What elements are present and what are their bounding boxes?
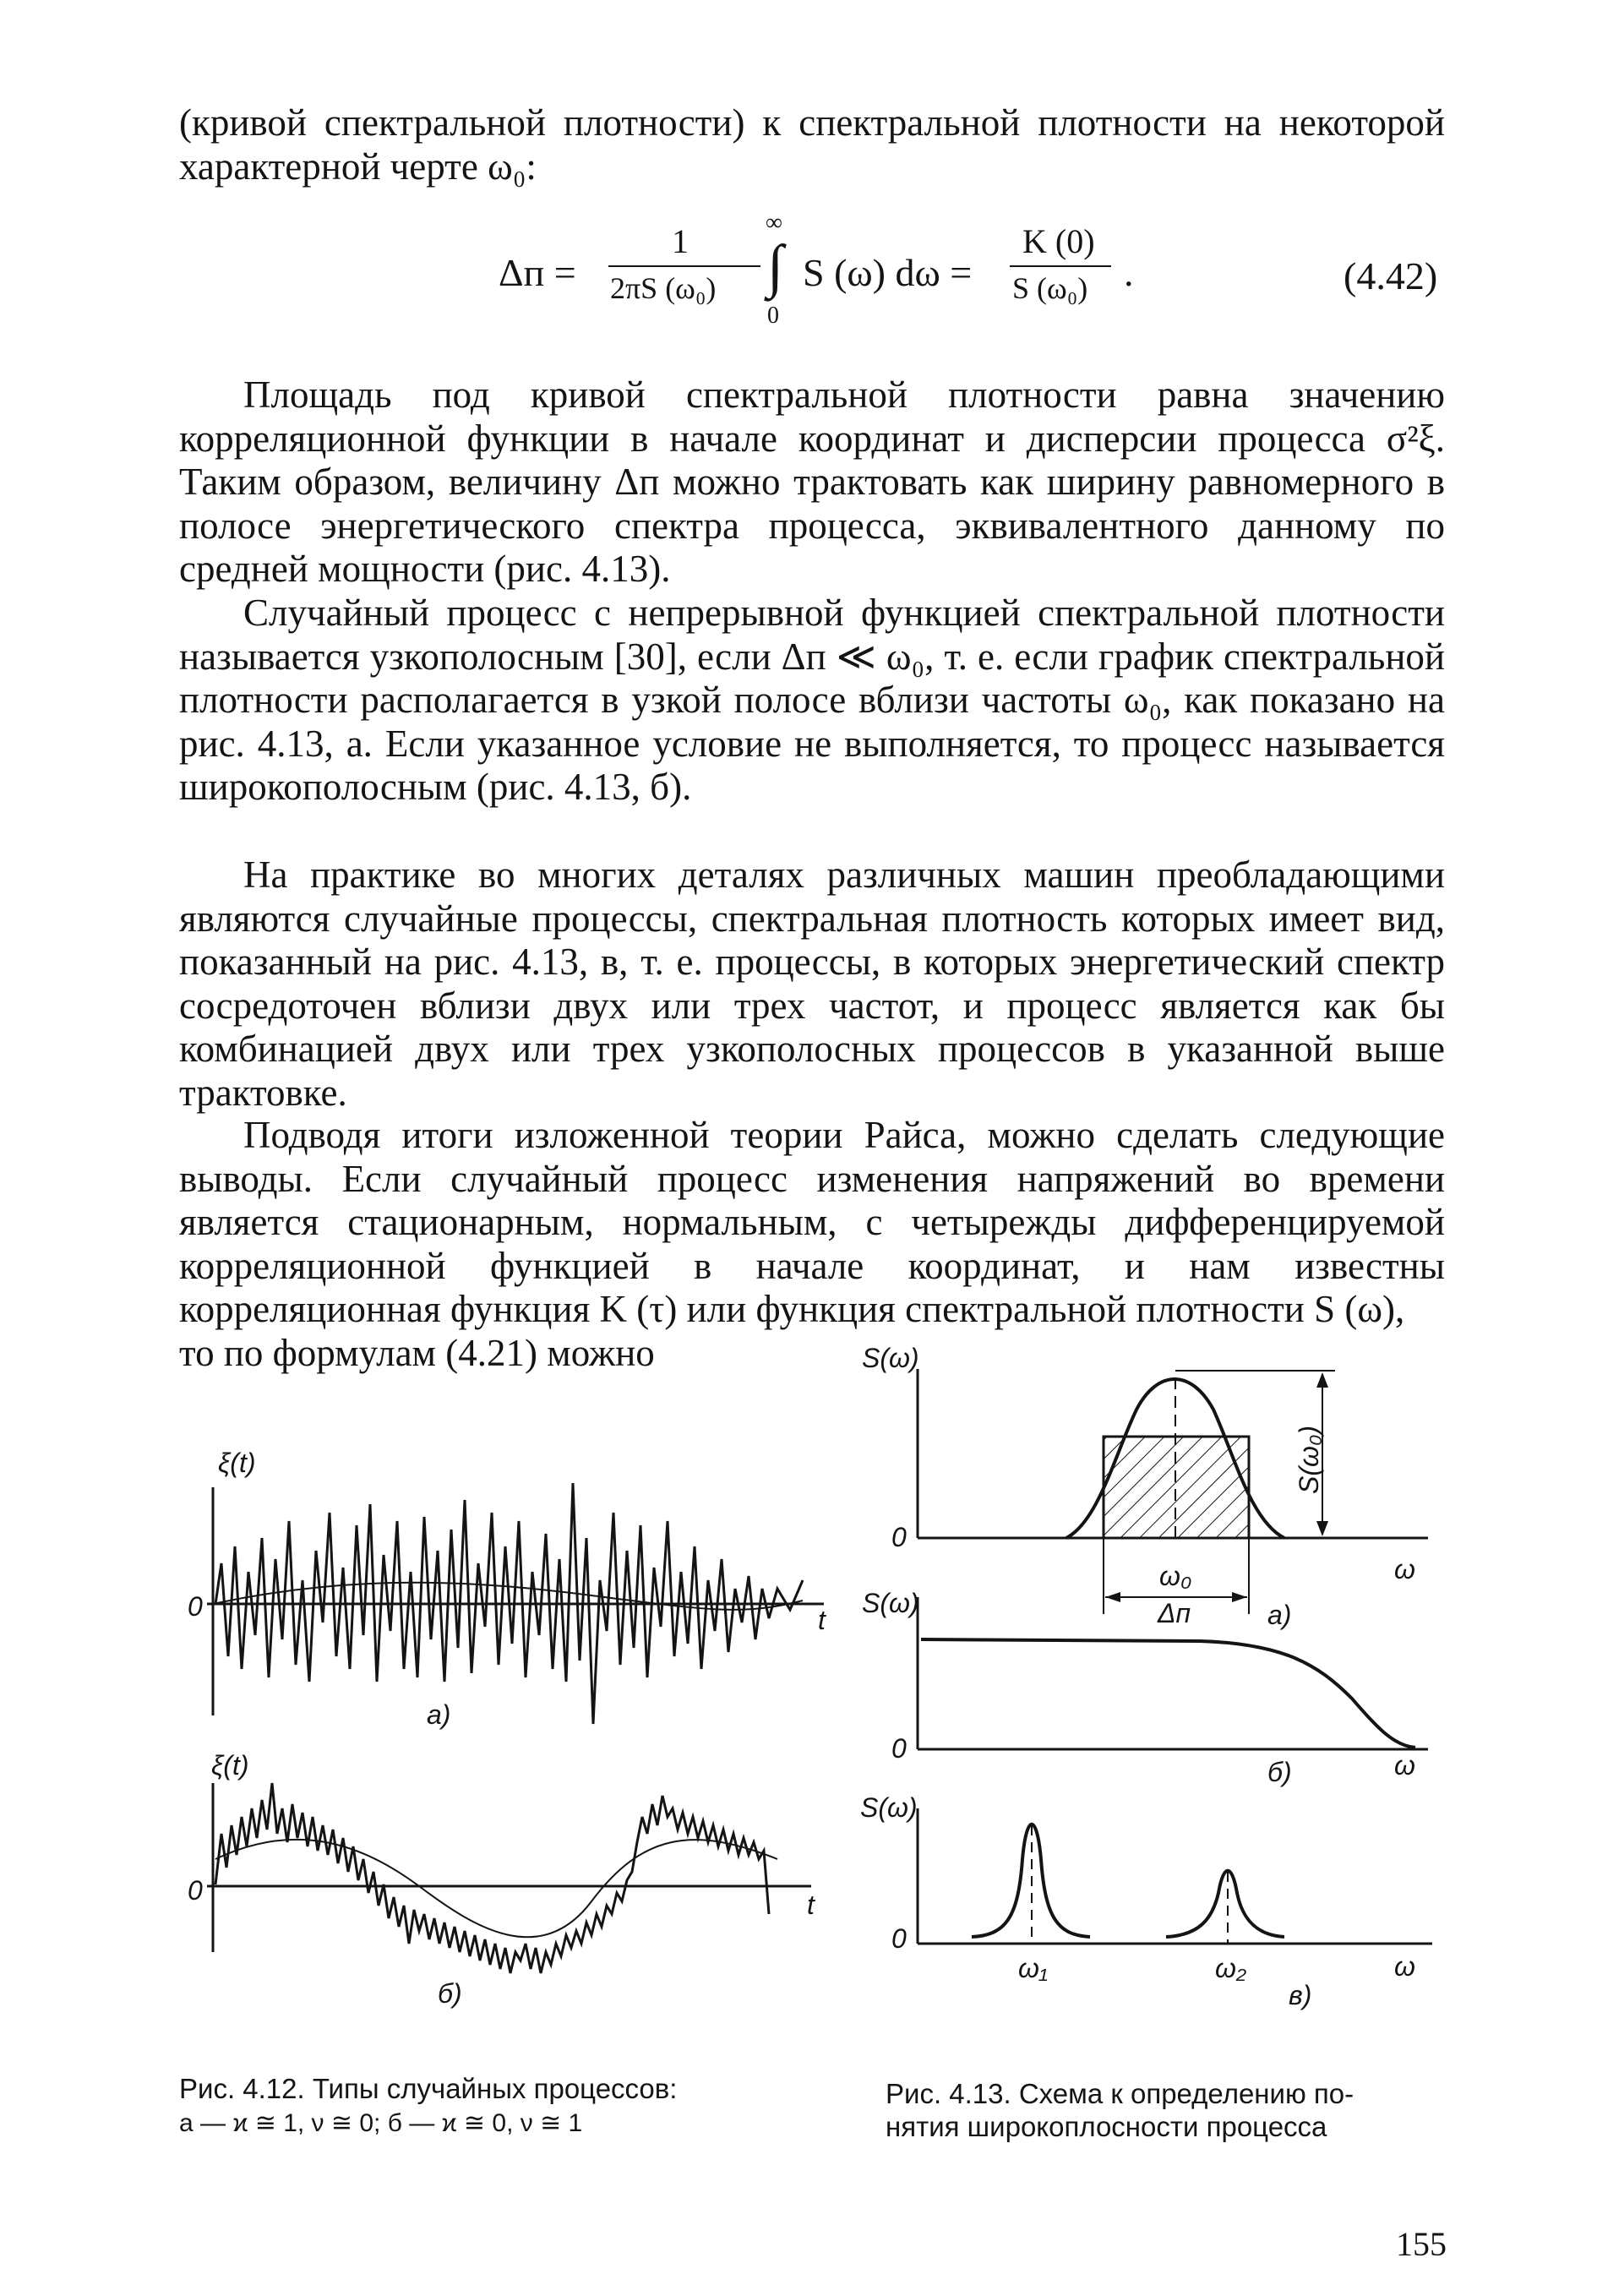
fig413c-peak2-label: ω₂ [1215, 1953, 1247, 1983]
paragraph-practice: На практике во многих деталях различных машин преобладающими являются случайные процессы, спектральная плотность которых имеет вид, показанный на рис. 4.13, в, т. е. процессы, в которых энергетический спектр сосредоточен вблизи двух или трех частот, и процесс является как бы комбинацией двух или трех узкополосных процессов в указанной выше трактовке. [179, 854, 1445, 1114]
paragraph-conclusions: Подводя итоги изложенной теории Райса, можно сделать следующие выводы. Если случайный процесс изменения напряжений во времени является стационарным, нормальным, с четырежды дифференцируемой корреляционной функцией в начале координат, и нам известны корреляционная функция K (τ) или функция спектральной плотности S (ω), [179, 1114, 1445, 1330]
fig412a-ylabel: ξ(t) [218, 1448, 256, 1478]
fig413c-peak1-label: ω₁ [1018, 1953, 1049, 1983]
fig412b-signal [215, 1783, 769, 1973]
page-number: 155 [1396, 2225, 1447, 2263]
fig413a-arrow-up [1316, 1372, 1328, 1388]
fig413a-arrow-down [1316, 1521, 1328, 1536]
fig413c-ylabel: S(ω) [860, 1792, 918, 1823]
fig413b-panel-label: б) [1267, 1757, 1292, 1787]
eq-integral-sign: ∫ [767, 234, 784, 299]
equation-number: (4.42) [1344, 254, 1438, 297]
fig-4-12-caption-line2: а — ϰ ≅ 1, ν ≅ 0; б — ϰ ≅ 0, ν ≅ 1 [179, 2109, 583, 2137]
eq-dot: . [1124, 251, 1134, 294]
fig413b-zero: 0 [891, 1733, 907, 1764]
eq-den2: S (ω₀) [1012, 271, 1088, 305]
fig-4-12-b [188, 1750, 815, 2009]
fig412a-xlabel: t [818, 1605, 826, 1635]
fig413a-xlabel: ω [1394, 1554, 1415, 1584]
fig413b-ylabel: S(ω) [862, 1588, 919, 1618]
fig413a-panel-label: а) [1267, 1600, 1292, 1630]
fig412b-zero: 0 [188, 1875, 203, 1906]
fig-4-12-caption-line1: Рис. 4.12. Типы случайных процессов: [179, 2073, 678, 2104]
fig-4-13-c [860, 1792, 1432, 2010]
fig413c-panel-label: в) [1289, 1980, 1312, 2010]
fig412b-trend [215, 1840, 777, 1937]
eq-num2: K (0) [1022, 222, 1095, 260]
fig413a-height-label: S(ω₀) [1294, 1425, 1324, 1494]
paragraph-intro: (кривой спектральной плотности) к спектральной плотности на некоторой характерной черте ω₀: [179, 101, 1445, 188]
fig-4-12-a [188, 1448, 826, 1730]
eq-num1: 1 [672, 222, 689, 260]
paragraph-area: Площадь под кривой спектральной плотности равна значению корреляционной функции в начале координат и дисперсии процесса σ²ξ. Таким образом, величину Δп можно трактовать как ширину равномерного в полосе энергетического спектра процесса, эквивалентного данному по средней мощности (рис. 4.13). [179, 374, 1445, 590]
fig413a-zero: 0 [891, 1522, 907, 1552]
fig413b-xlabel: ω [1394, 1750, 1415, 1781]
fig-4-13-caption-line2: нятия широкоплосности процесса [886, 2111, 1327, 2142]
fig413a-center-label: ω₀ [1159, 1561, 1192, 1591]
fig412a-panel-label: а) [427, 1699, 451, 1730]
eq-int-lower: 0 [767, 303, 779, 329]
fig-4-13-a [862, 1343, 1428, 1630]
fig413b-spectrum-curve [921, 1639, 1415, 1748]
eq-integrand: S (ω) dω = [803, 251, 973, 294]
fig413c-zero: 0 [891, 1923, 907, 1954]
fig412a-zero: 0 [188, 1591, 203, 1622]
eq-den1: 2πS (ω₀) [610, 271, 717, 305]
paragraph-narrowband: Случайный процесс с непрерывной функцией спектральной плотности называется узкополосным [30], если Δп ≪ ω₀, т. е. если график спектральной плотности располагается в узкой полосе вблизи частоты ω₀, как показано на рис. 4.13, а. Если указанное условие не выполняется, то процесс называется широкополосным (рис. 4.13, б). [179, 592, 1445, 808]
fig412b-xlabel: t [807, 1890, 815, 1920]
eq-lhs: Δп = [499, 251, 576, 294]
eq-int-upper: ∞ [766, 210, 782, 236]
fig413a-arrow-left [1105, 1592, 1120, 1602]
fig-4-13-caption-line1: Рис. 4.13. Схема к определению по- [886, 2078, 1354, 2109]
paragraph-continuation: то по формулам (4.21) можно [179, 1332, 655, 1374]
fig412b-panel-label: б) [438, 1978, 462, 2009]
fig413a-arrow-right [1232, 1592, 1247, 1602]
fig413c-peak2-curve [1166, 1871, 1284, 1937]
fig412b-ylabel: ξ(t) [211, 1750, 249, 1781]
fig413c-xlabel: ω [1394, 1951, 1415, 1982]
fig-4-13-b [862, 1588, 1428, 1787]
fig413a-ylabel: S(ω) [862, 1343, 919, 1373]
fig413a-width-label: Δп [1158, 1598, 1191, 1628]
